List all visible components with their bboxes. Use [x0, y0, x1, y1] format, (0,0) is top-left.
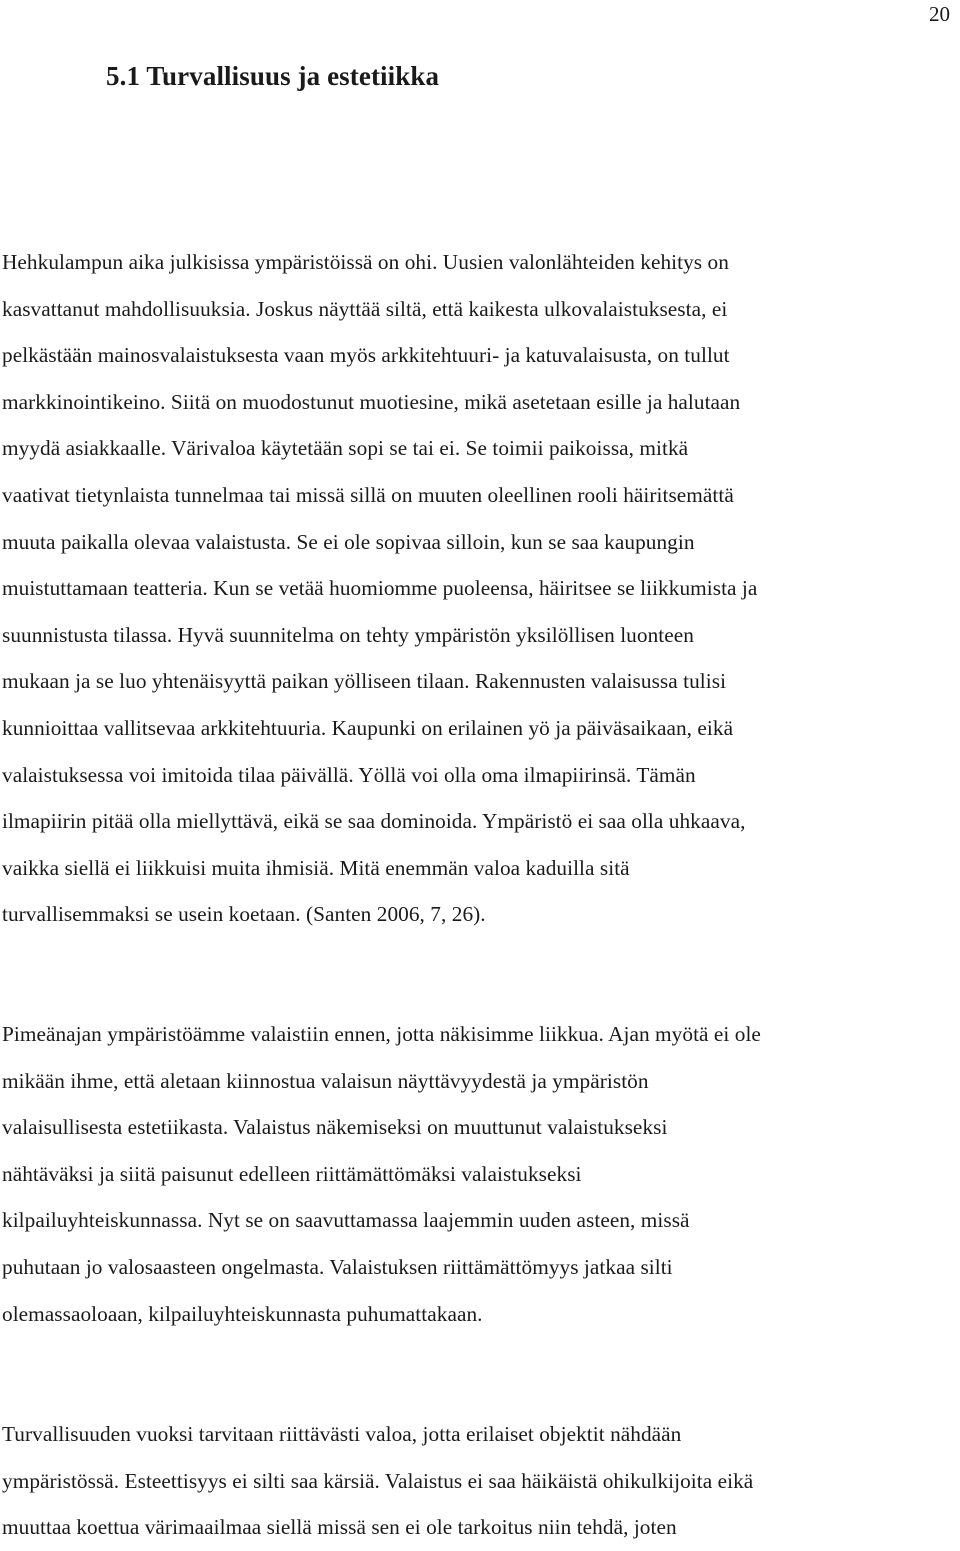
page-number: 20: [929, 2, 950, 26]
text-line: muuta paikalla olevaa valaistusta. Se ei ole sopivaa silloin, kun se saa kaupungin: [2, 529, 695, 554]
paragraph-3: [2, 1411, 960, 1551]
text-line: puhutaan jo valosaasteen ongelmasta. Valaistuksen riittämättömyys jatkaa silti: [2, 1254, 673, 1279]
text-line: ympäristössä. Esteettisyys ei silti saa kärsiä. Valaistus ei saa häikäistä ohikulkijoita eikä: [2, 1468, 754, 1493]
text-line: muistuttamaan teatteria. Kun se vetää huomiomme puoleensa, häiritsee se liikkumista ja: [2, 576, 758, 601]
text-line: Hehkulampun aika julkisissa ympäristöissä on ohi. Uusien valonlähteiden kehitys on: [2, 250, 729, 274]
text-line: vaativat tietynlaista tunnelmaa tai missä sillä on muuten oleellinen rooli häiritsemättä: [2, 482, 734, 507]
text-line: mukaan ja se luo yhtenäisyyttä paikan yölliseen tilaan. Rakennusten valaisussa tulisi: [2, 669, 727, 694]
text-line: valaistuksessa voi imitoida tilaa päivällä. Yöllä voi olla oma ilmapiirinsä. Tämän: [2, 762, 696, 787]
text-line: suunnistusta tilassa. Hyvä suunnitelma on tehty ympäristön yksilöllisen luonteen: [2, 622, 694, 647]
text-line: kunnioittaa vallitsevaa arkkitehtuuria. Kaupunki on erilainen yö ja päiväsaikaan, eikä: [2, 715, 734, 740]
text-line: markkinointikeino. Siitä on muodostunut muotiesine, mikä asetetaan esille ja halutaan: [2, 389, 741, 414]
paragraph-2: [2, 1011, 960, 1337]
text-line: turvallisemmaksi se usein koetaan. (Santen 2006, 7, 26).: [2, 902, 486, 927]
text-line: pelkästään mainosvalaistuksesta vaan myös arkkitehtuuri- ja katuvalaisusta, on tullut: [2, 343, 730, 368]
text-line: valaisullisesta estetiikasta. Valaistus näkemiseksi on muuttunut valaistukseksi: [2, 1115, 668, 1140]
text-line: kasvattanut mahdollisuuksia. Joskus näyttää siltä, että kaikesta ulkovalaistuksesta, ei: [2, 296, 728, 321]
text-line: Turvallisuuden vuoksi tarvitaan riittävästi valoa, jotta erilaiset objektit nähdään: [2, 1422, 682, 1446]
paragraph-1: [2, 239, 960, 938]
text-line: Pimeänajan ympäristöämme valaistiin ennen, jotta näkisimme liikkua. Ajan myötä ei ole: [2, 1022, 761, 1046]
text-line: vaikka siellä ei liikkuisi muita ihmisiä. Mitä enemmän valoa kaduilla sitä: [2, 855, 630, 880]
text-line: ilmapiirin pitää olla miellyttävä, eikä se saa dominoida. Ympäristö ei saa olla uhkaava,: [2, 809, 746, 834]
text-line: olemassaoloaan, kilpailuyhteiskunnasta puhumattakaan.: [2, 1301, 483, 1326]
text-line: myydä asiakkaalle. Värivaloa käytetään sopi se tai ei. Se toimii paikoissa, mitkä: [2, 436, 689, 461]
text-line: mikään ihme, että aletaan kiinnostua valaisun näyttävyydestä ja ympäristön: [2, 1068, 649, 1093]
text-line: muuttaa koettua värimaailmaa siellä missä sen ei ole tarkoitus niin tehdä, joten: [2, 1515, 677, 1540]
text-line: nähtäväksi ja siitä paisunut edelleen riittämättömäksi valaistukseksi: [2, 1161, 582, 1186]
text-line: kilpailuyhteiskunnassa. Nyt se on saavuttamassa laajemmin uuden asteen, missä: [2, 1208, 690, 1233]
section-heading: 5.1 Turvallisuus ja estetiikka: [106, 61, 440, 91]
